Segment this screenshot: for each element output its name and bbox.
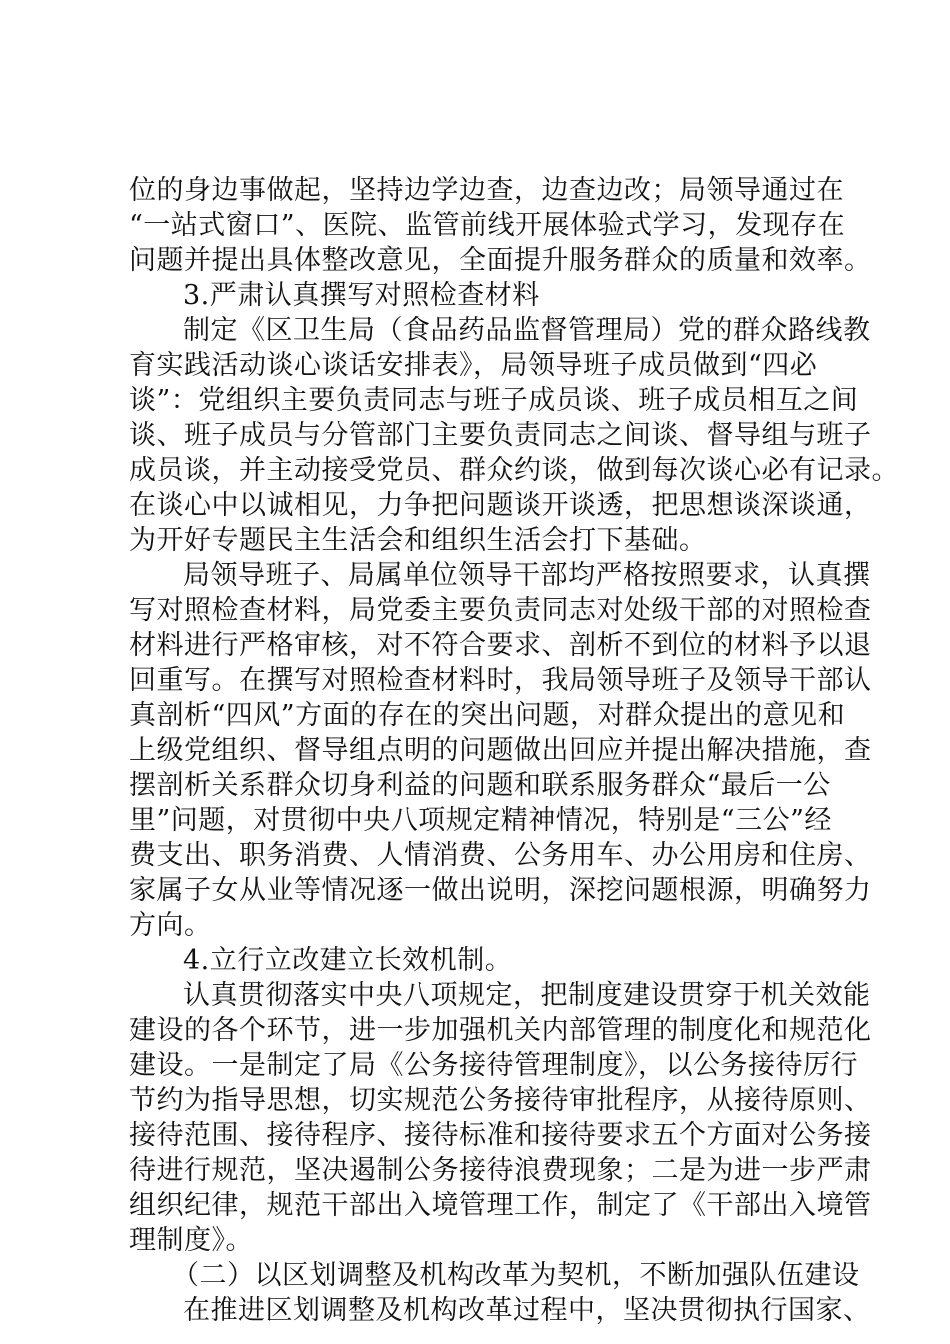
- text-line: 位的身边事做起，坚持边学边查，边查边改；局领导通过在: [129, 175, 844, 206]
- text-line: 节约为指导思想，切实规范公务接待审批程序，从接待原则、: [129, 1085, 872, 1116]
- text-line: 制定《区卫生局（食品药品监督管理局）党的群众路线教: [183, 315, 871, 346]
- text-line: “一站式窗口”、医院、监管前线开展体验式学习，发现存在: [129, 210, 846, 241]
- text-line: 建设。一是制定了局《公务接待管理制度》，以公务接待厉行: [129, 1050, 858, 1081]
- text-line: 待进行规范，坚决遏制公务接待浪费现象；二是为进一步严肃: [129, 1155, 872, 1186]
- text-line: 接待范围、接待程序、接待标准和接待要求五个方面对公务接: [129, 1120, 872, 1151]
- section-heading: 3.严肃认真撰写对照检查材料: [183, 280, 540, 311]
- text-line: 建设的各个环节，进一步加强机关内部管理的制度化和规范化: [129, 1015, 872, 1046]
- text-line: 成员谈，并主动接受党员、群众约谈，做到每次谈心必有记录。: [129, 455, 899, 486]
- text-line: 摆剖析关系群众切身利益的问题和联系服务群众“最后一公: [129, 770, 831, 801]
- text-line: 局领导班子、局属单位领导干部均严格按照要求，认真撰: [183, 560, 871, 591]
- text-line: 问题并提出具体整改意见，全面提升服务群众的质量和效率。: [129, 245, 872, 276]
- text-line: 谈”：党组织主要负责同志与班子成员谈、班子成员相互之间: [129, 385, 859, 416]
- text-line: 真剖析“四风”方面的存在的突出问题，对群众提出的意见和: [129, 700, 846, 731]
- text-line: 育实践活动谈心谈话安排表》，局领导班子成员做到“四必: [129, 350, 818, 381]
- text-line: 上级党组织、督导组点明的问题做出回应并提出解决措施，查: [129, 735, 872, 766]
- text-line: 为开好专题民主生活会和组织生活会打下基础。: [129, 525, 707, 556]
- section-heading: 4.立行立改建立长效机制。: [183, 945, 513, 976]
- text-line: 谈、班子成员与分管部门主要负责同志之间谈、督导组与班子: [129, 420, 872, 451]
- text-line: 在谈心中以诚相见，力争把问题谈开谈透，把思想谈深谈通，: [129, 490, 872, 521]
- text-line: 组织纪律，规范干部出入境管理工作，制定了《干部出入境管: [129, 1190, 872, 1221]
- text-line: 回重写。在撰写对照检查材料时，我局领导班子及领导干部认: [129, 665, 872, 696]
- text-line: 写对照检查材料，局党委主要负责同志对处级干部的对照检查: [129, 595, 872, 626]
- text-line: 在推进区划调整及机构改革过程中，坚决贯彻执行国家、: [183, 1295, 871, 1326]
- text-line: 费支出、职务消费、人情消费、公务用车、办公用房和住房、: [129, 840, 872, 871]
- text-line: 理制度》。: [129, 1225, 253, 1256]
- text-line: 方向。: [129, 910, 212, 941]
- text-line: 家属子女从业等情况逐一做出说明，深挖问题根源，明确努力: [129, 875, 872, 906]
- text-line: 材料进行严格审核，对不符合要求、剖析不到位的材料予以退: [129, 630, 872, 661]
- text-line: 认真贯彻落实中央八项规定，把制度建设贯穿于机关效能: [183, 980, 871, 1011]
- section-heading: （二）以区划调整及机构改革为契机，不断加强队伍建设: [172, 1260, 860, 1291]
- text-line: 里”问题，对贯彻中央八项规定精神情况，特别是“三公”经: [129, 805, 832, 836]
